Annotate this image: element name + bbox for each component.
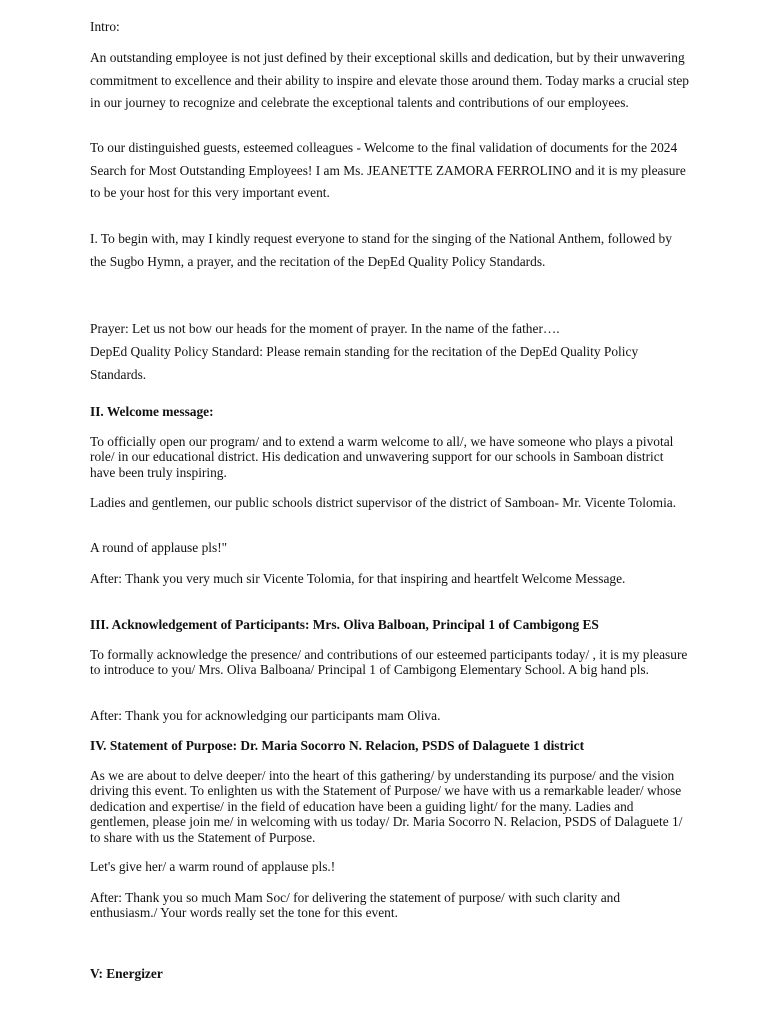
section2-paragraph-4: After: Thank you very much sir Vicente Tolomia, for that inspiring and heartfelt Welcome Message. (90, 571, 626, 586)
section1-text: I. To begin with, may I kindly request everyone to stand for the singing of the National Anthem, followed by the Sugbo Hymn, a prayer, and the recitation of the DepEd Quality Policy Standards. (90, 231, 672, 269)
section2-paragraph-2: Ladies and gentlemen, our public schools district supervisor of the district of Samboan- Mr. Vicente Tolomia. (90, 495, 677, 510)
section2-paragraph-3: A round of applause pls!" (90, 540, 228, 555)
section3-paragraph-2: After: Thank you for acknowledging our participants mam Oliva. (90, 708, 441, 723)
section3-heading: III. Acknowledgement of Participants: Mrs. Oliva Balboan, Principal 1 of Cambigong ES (90, 617, 599, 632)
section5-heading: V: Energizer (90, 966, 163, 981)
section2-paragraph-1: To officially open our program/ and to extend a warm welcome to all/, we have someone who plays a pivotal role/ in our educational district. His dedication and unwavering support for our schools in Samboan district have been truly inspiring. (90, 434, 674, 480)
section2-heading: II. Welcome message: (90, 404, 214, 419)
section4-paragraph-3: After: Thank you so much Mam Soc/ for delivering the statement of purpose/ with such clarity and enthusiasm./ Your words really set the tone for this event. (90, 890, 621, 921)
section1-prayer: Prayer: Let us not bow our heads for the moment of prayer. In the name of the father…. (90, 321, 560, 336)
section4-heading: IV. Statement of Purpose: Dr. Maria Socorro N. Relacion, PSDS of Dalaguete 1 district (90, 738, 585, 753)
section1-policy: DepEd Quality Policy Standard: Please remain standing for the recitation of the DepEd Quality Policy Standards. (90, 344, 639, 382)
section4-paragraph-2: Let's give her/ a warm round of applause pls.! (90, 859, 336, 874)
section3-paragraph-1: To formally acknowledge the presence/ and contributions of our esteemed participants today/ , it is my pleasure to introduce to you/ Mrs. Oliva Balboana/ Principal 1 of Cambigong Elementary School. A big hand pls. (90, 647, 688, 678)
greeting-paragraph: To our distinguished guests, esteemed colleagues - Welcome to the final validation of documents for the 2024 Search for Most Outstanding Employees! I am Ms. JEANETTE ZAMORA FERROLINO and it is my pleasure to be your host for this very important event. (90, 140, 686, 201)
intro-paragraph: An outstanding employee is not just defined by their exceptional skills and dedication, but by their unwavering commitment to excellence and their ability to inspire and elevate those around them. Today marks a crucial step in our journey to recognize and celebrate the exceptional talents and contributions of our employees. (90, 50, 689, 111)
section4-paragraph-1: As we are about to delve deeper/ into the heart of this gathering/ by understanding its purpose/ and the vision driving this event. To enlighten us with the Statement of Purpose/ we have with us a remarkable leader/ whose dedication and expertise/ in the field of education have been a guiding light/ for the many. Ladies and gentlemen, please join me/ in welcoming with us today/ Dr. Maria Socorro N. Relacion, PSDS of Dalaguete 1/ to share with us the Statement of Purpose. (90, 768, 683, 845)
intro-label: Intro: (90, 19, 120, 34)
